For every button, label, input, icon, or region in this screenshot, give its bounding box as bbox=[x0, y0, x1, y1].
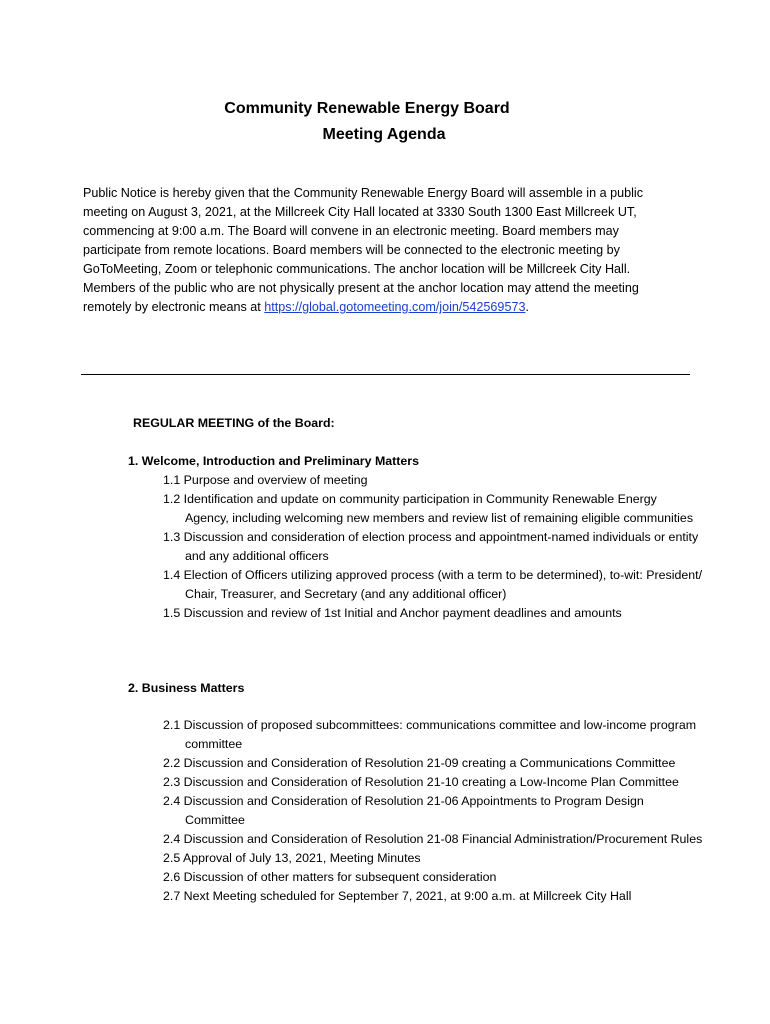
agenda-item-2-5: 2.5 Approval of July 13, 2021, Meeting Minutes bbox=[163, 851, 421, 865]
agenda-item-2-4b: 2.4 Discussion and Consideration of Resolution 21-08 Financial Administration/Procurement Rules bbox=[163, 832, 703, 846]
agenda-item-1-2: 1.2 Identification and update on community participation in Community Renewable Energy Agency, including welcoming new members and review list of remaining eligible communities bbox=[163, 492, 694, 525]
section-1-heading: 1. Welcome, Introduction and Preliminary Matters bbox=[128, 454, 420, 468]
agenda-item-2-7: 2.7 Next Meeting scheduled for September 7, 2021, at 9:00 a.m. at Millcreek City Hall bbox=[163, 889, 632, 903]
document-subtitle: Meeting Agenda bbox=[322, 126, 446, 143]
agenda-item-2-2: 2.2 Discussion and Consideration of Resolution 21-09 creating a Communications Committee bbox=[163, 756, 676, 770]
regular-meeting-heading: REGULAR MEETING of the Board: bbox=[133, 416, 335, 430]
public-notice-paragraph bbox=[83, 184, 673, 317]
section-1-items bbox=[163, 471, 703, 623]
agenda-item-1-1: 1.1 Purpose and overview of meeting bbox=[163, 473, 368, 487]
agenda-item-1-5: 1.5 Discussion and review of 1st Initial and Anchor payment deadlines and amounts bbox=[163, 606, 622, 620]
document-title: Community Renewable Energy Board bbox=[224, 100, 510, 117]
agenda-item-2-6: 2.6 Discussion of other matters for subsequent consideration bbox=[163, 870, 497, 884]
agenda-item-1-3: 1.3 Discussion and consideration of election process and appointment-named individuals or entity and any additional officers bbox=[163, 530, 699, 563]
agenda-item-2-4a: 2.4 Discussion and Consideration of Resolution 21-06 Appointments to Program Design Committee bbox=[163, 794, 644, 827]
horizontal-divider bbox=[81, 374, 690, 375]
agenda-item-2-3: 2.3 Discussion and Consideration of Resolution 21-10 creating a Low-Income Plan Committee bbox=[163, 775, 679, 789]
public-notice-text: Public Notice is hereby given that the Community Renewable Energy Board will assemble in a public meeting on August 3, 2021, at the Millcreek City Hall located at 3330 South 1300 East Millcreek UT, commencing at 9:00 a.m. The Board will convene in an electronic meeting. Board members may participate from remote locations. Board members will be connected to the electronic meeting by GoToMeeting, Zoom or telephonic communications. The anchor location will be Millcreek City Hall. Members of the public who are not physically present at the anchor location may attend the meeting remotely by electronic means at bbox=[83, 186, 644, 314]
section-2-items bbox=[163, 716, 703, 906]
section-2-heading: 2. Business Matters bbox=[128, 681, 245, 695]
agenda-item-1-4: 1.4 Election of Officers utilizing approved process (with a term to be determined), to-wit: President/ Chair, Treasurer, and Secretary (and any additional officer) bbox=[163, 568, 703, 601]
agenda-item-2-1: 2.1 Discussion of proposed subcommittees: communications committee and low-income program committee bbox=[163, 718, 697, 751]
gotomeeting-link[interactable]: https://global.gotomeeting.com/join/542569573 bbox=[264, 300, 526, 314]
notice-end-period: . bbox=[525, 300, 529, 314]
